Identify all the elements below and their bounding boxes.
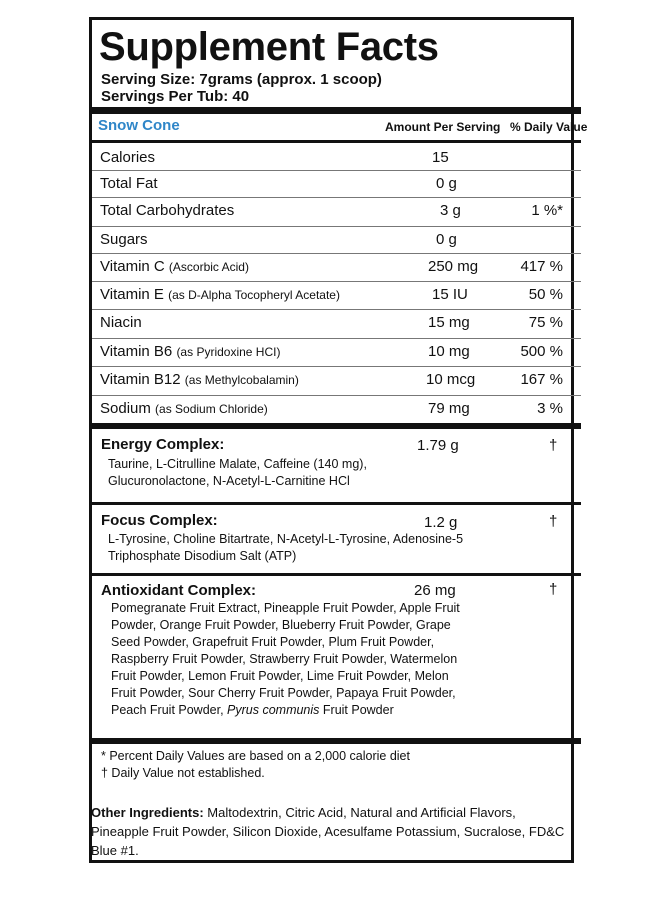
divider-energy xyxy=(92,502,581,505)
nutrient-daily-value: 1 %* xyxy=(531,202,563,219)
nutrient-amount: 15 mg xyxy=(428,314,470,331)
nutrient-row xyxy=(92,395,581,423)
footnote-daily-values: * Percent Daily Values are based on a 2,000 calorie diet xyxy=(101,749,410,763)
nutrient-amount: 3 g xyxy=(440,202,461,219)
nutrient-daily-value: 167 % xyxy=(520,371,563,388)
energy-complex-name: Energy Complex: xyxy=(101,436,225,453)
focus-complex-ingredients: L-Tyrosine, Choline Bitartrate, N-Acetyl-L-Tyrosine, Adenosine-5 Triphosphate Disodium Salt (ATP) xyxy=(108,532,464,563)
thick-divider-top xyxy=(92,107,581,114)
nutrient-row xyxy=(92,144,581,170)
header-amount: Amount Per Serving xyxy=(385,120,501,134)
nutrient-row xyxy=(92,197,581,226)
nutrient-label: Total Carbohydrates xyxy=(100,202,235,219)
nutrient-row xyxy=(92,226,581,253)
nutrient-daily-value: 417 % xyxy=(520,258,563,275)
other-ingredients-label: Other Ingredients: xyxy=(91,805,204,820)
antioxidant-ingredients-main: Pomegranate Fruit Extract, Pineapple Fruit Powder, Apple Fruit Powder, Orange Fruit Powder, Blueberry Fruit Powder, Grape Seed Powder, Grapefruit Fruit Powder, Plum Fruit Powder, Raspberry Fruit Powder, Strawberry Fruit Powder, Watermelon Fruit Powder, Lemon Fruit Powder, Lime Fruit Powder, Melon Fruit Powder, Sour Cherry Fruit Powder, Papaya Fruit Powder, Peach Fruit Powder, xyxy=(111,601,460,717)
nutrient-name xyxy=(100,343,280,360)
nutrient-label: Niacin xyxy=(100,314,142,331)
nutrient-name xyxy=(100,400,268,417)
thick-divider-nutrients xyxy=(92,423,581,429)
nutrient-name xyxy=(100,286,340,303)
focus-complex-amount: 1.2 g xyxy=(424,514,458,531)
nutrient-source: (as Pyridoxine HCI) xyxy=(176,345,281,359)
servings-per-label: Servings Per Tub: xyxy=(101,88,233,105)
nutrient-amount: 15 IU xyxy=(432,286,468,303)
nutrient-source: (as Sodium Chloride) xyxy=(155,402,268,416)
nutrient-amount: 10 mcg xyxy=(426,371,476,388)
nutrient-daily-value: 75 % xyxy=(528,314,563,331)
nutrient-label: Sugars xyxy=(100,231,148,248)
serving-size-label: Serving Size: xyxy=(101,71,200,88)
nutrient-name xyxy=(100,314,142,331)
nutrient-source: (as D-Alpha Tocopheryl Acetate) xyxy=(168,288,340,302)
nutrient-label: Vitamin B6 xyxy=(100,343,177,360)
nutrient-row xyxy=(92,170,581,197)
nutrient-amount: 15 xyxy=(432,149,449,166)
nutrient-amount: 10 mg xyxy=(428,343,470,360)
nutrient-amount: 0 g xyxy=(436,231,457,248)
nutrient-daily-value: 3 % xyxy=(537,400,563,417)
panel-title: Supplement Facts xyxy=(99,25,439,69)
antioxidant-ingredients-italic: Pyrus communis xyxy=(227,703,320,717)
focus-complex-name: Focus Complex: xyxy=(101,512,218,529)
focus-complex-dv: † xyxy=(549,513,558,530)
antioxidant-complex-name: Antioxidant Complex: xyxy=(101,582,257,599)
nutrient-amount: 79 mg xyxy=(428,400,470,417)
antioxidant-ingredients-end: Fruit Powder xyxy=(319,703,394,717)
flavor-name: Snow Cone xyxy=(98,117,180,134)
energy-complex-ingredients: Taurine, L-Citrulline Malate, Caffeine (140 mg), Glucuronolactone, N-Acetyl-L-Carnitine HCl xyxy=(108,457,367,488)
divider-focus xyxy=(92,573,581,576)
antioxidant-complex-amount: 26 mg xyxy=(414,582,456,599)
nutrient-row xyxy=(92,309,581,338)
nutrient-name xyxy=(100,231,148,248)
other-ingredients-text: Maltodextrin, Citric Acid, Natural and Artificial Flavors, Pineapple Fruit Powder, Silicon Dioxide, Acesulfame Potassium, Sucralose, FD&C Blue #1. xyxy=(91,805,565,858)
nutrient-row xyxy=(92,338,581,366)
thick-divider-bottom xyxy=(92,738,581,744)
nutrient-daily-value: 50 % xyxy=(528,286,563,303)
servings-per-value: 40 xyxy=(232,88,250,105)
nutrient-amount: 250 mg xyxy=(428,258,479,275)
header-divider xyxy=(92,140,581,143)
nutrient-label: Calories xyxy=(100,149,156,166)
nutrient-name xyxy=(100,175,158,192)
nutrient-name xyxy=(100,258,249,275)
nutrient-label: Sodium xyxy=(100,400,156,417)
nutrient-source: (Ascorbic Acid) xyxy=(168,260,249,274)
nutrient-row xyxy=(92,366,581,395)
nutrient-amount: 0 g xyxy=(436,175,457,192)
nutrient-name xyxy=(100,149,155,166)
serving-size xyxy=(101,71,382,88)
header-daily-value: % Daily Value xyxy=(510,120,588,134)
nutrient-daily-value: 500 % xyxy=(520,343,563,360)
antioxidant-complex-dv: † xyxy=(549,581,558,598)
nutrient-label: Total Fat xyxy=(100,175,158,192)
nutrient-name xyxy=(100,202,234,219)
antioxidant-complex-ingredients xyxy=(111,600,466,719)
servings-per-container xyxy=(101,88,249,105)
other-ingredients xyxy=(91,803,571,860)
nutrient-label: Vitamin B12 xyxy=(100,371,185,388)
nutrient-source: (as Methylcobalamin) xyxy=(184,373,299,387)
nutrient-name xyxy=(100,371,299,388)
energy-complex-amount: 1.79 g xyxy=(417,437,459,454)
energy-complex-dv: † xyxy=(549,437,558,454)
nutrient-row xyxy=(92,281,581,309)
footnote-not-established: † Daily Value not established. xyxy=(101,766,265,780)
serving-size-value: 7grams (approx. 1 scoop) xyxy=(199,71,382,88)
nutrient-label: Vitamin C xyxy=(100,258,169,275)
nutrient-row xyxy=(92,253,581,281)
nutrient-label: Vitamin E xyxy=(100,286,169,303)
